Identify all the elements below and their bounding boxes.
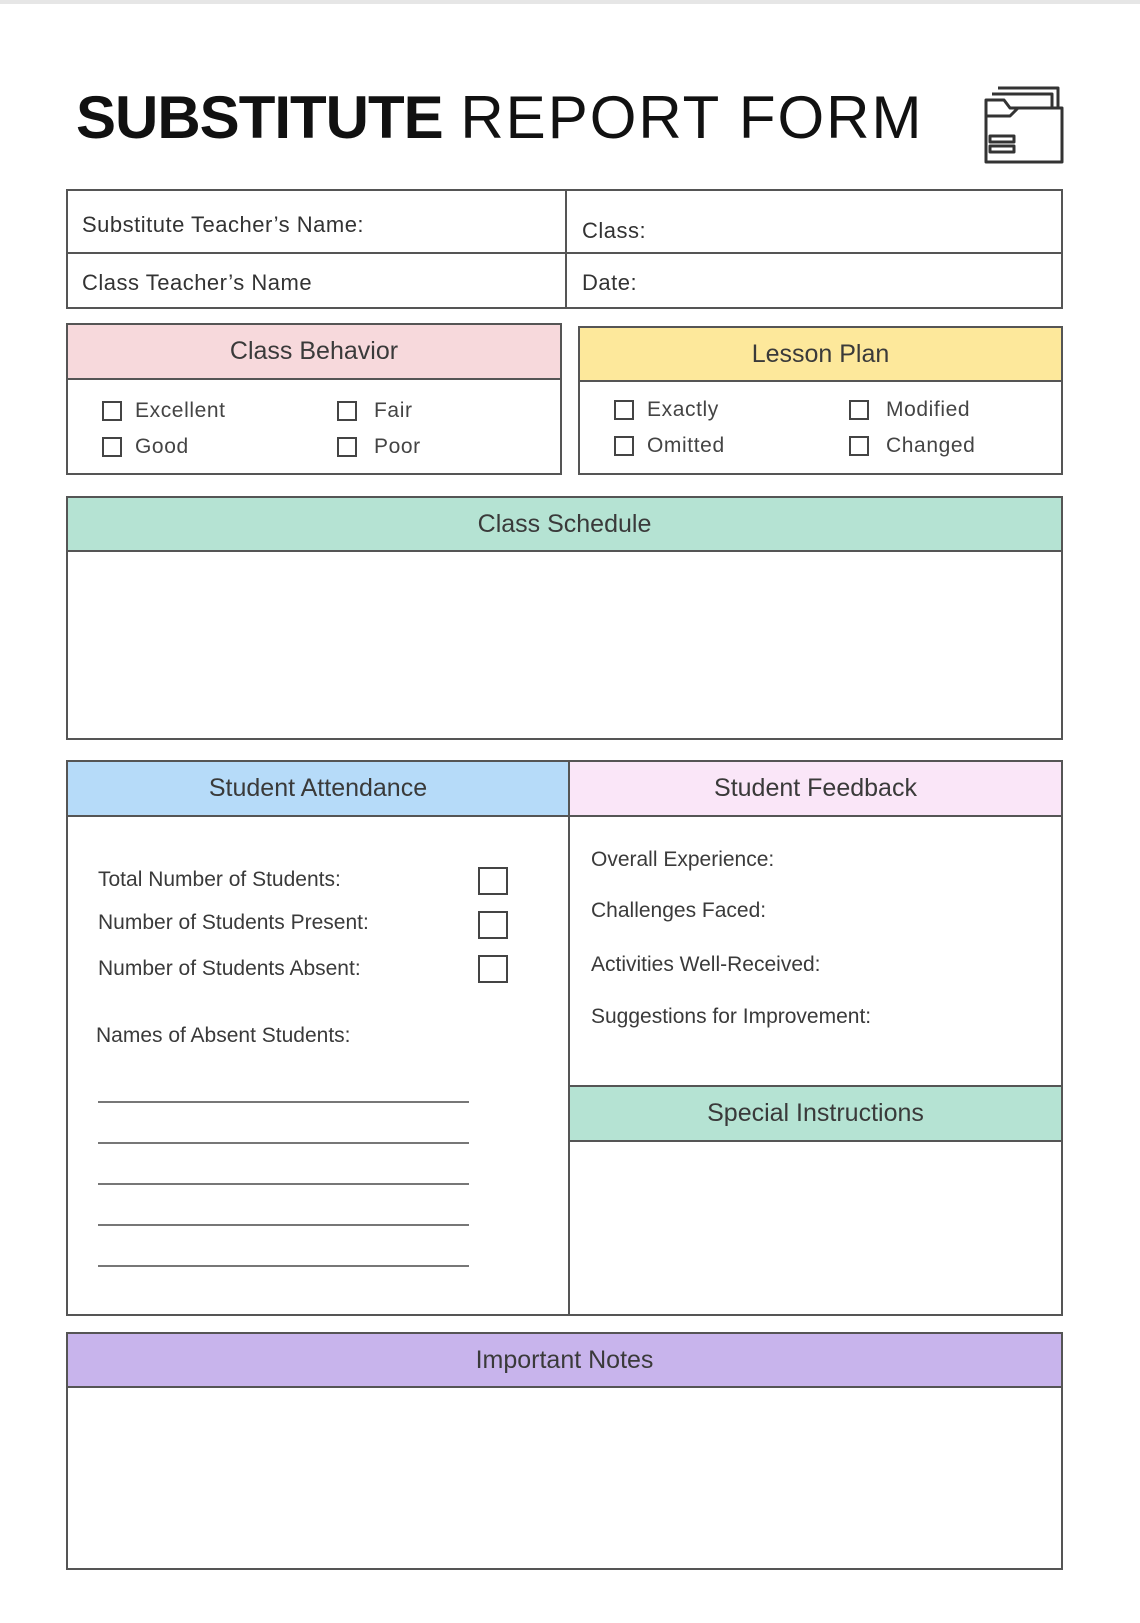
info-row-divider bbox=[66, 252, 1063, 254]
lesson-exactly-checkbox[interactable] bbox=[614, 400, 634, 420]
date-label: Date: bbox=[582, 270, 638, 295]
students-present-label: Number of Students Present: bbox=[98, 911, 369, 934]
students-absent-label: Number of Students Absent: bbox=[98, 957, 361, 980]
info-divider bbox=[565, 189, 567, 309]
student-feedback-header: Student Feedback bbox=[568, 760, 1063, 817]
title-light: REPORT FORM bbox=[460, 84, 924, 151]
important-notes-header: Important Notes bbox=[66, 1332, 1063, 1388]
special-instructions-area[interactable] bbox=[570, 1142, 1061, 1314]
total-students-box[interactable] bbox=[478, 867, 508, 895]
absent-name-line[interactable] bbox=[98, 1183, 469, 1185]
class-schedule-header: Class Schedule bbox=[66, 496, 1063, 552]
absent-name-line[interactable] bbox=[98, 1265, 469, 1267]
lesson-omitted-label: Omitted bbox=[647, 434, 725, 457]
absent-names-label: Names of Absent Students: bbox=[96, 1024, 351, 1047]
feedback-challenges-faced: Challenges Faced: bbox=[591, 899, 767, 922]
special-instructions-header: Special Instructions bbox=[568, 1085, 1063, 1142]
absent-name-line[interactable] bbox=[98, 1224, 469, 1226]
class-label: Class: bbox=[582, 218, 647, 243]
feedback-suggestions: Suggestions for Improvement: bbox=[591, 1005, 872, 1028]
total-students-label: Total Number of Students: bbox=[98, 868, 341, 891]
absent-name-line[interactable] bbox=[98, 1101, 469, 1103]
top-border bbox=[0, 0, 1140, 4]
lesson-changed-checkbox[interactable] bbox=[849, 436, 869, 456]
lesson-modified-label: Modified bbox=[886, 398, 971, 421]
lesson-omitted-checkbox[interactable] bbox=[614, 436, 634, 456]
sub-teacher-name-label: Substitute Teacher’s Name: bbox=[82, 212, 365, 237]
feedback-overall-experience: Overall Experience: bbox=[591, 848, 775, 871]
class-teacher-name-label: Class Teacher’s Name bbox=[82, 270, 313, 295]
absent-name-line[interactable] bbox=[98, 1142, 469, 1144]
behavior-good-checkbox[interactable] bbox=[102, 437, 122, 457]
behavior-fair-checkbox[interactable] bbox=[337, 401, 357, 421]
feedback-activities-well-received: Activities Well-Received: bbox=[591, 953, 821, 976]
page-title bbox=[76, 82, 924, 154]
behavior-fair-label: Fair bbox=[374, 399, 413, 422]
student-attendance-header: Student Attendance bbox=[66, 760, 570, 817]
behavior-poor-checkbox[interactable] bbox=[337, 437, 357, 457]
class-behavior-header: Class Behavior bbox=[66, 323, 562, 380]
folder-icon bbox=[984, 78, 1068, 164]
lesson-plan-header: Lesson Plan bbox=[578, 326, 1063, 382]
title-bold: SUBSTITUTE bbox=[76, 84, 443, 151]
lesson-modified-checkbox[interactable] bbox=[849, 400, 869, 420]
behavior-good-label: Good bbox=[135, 435, 189, 458]
behavior-excellent-label: Excellent bbox=[135, 399, 226, 422]
students-absent-box[interactable] bbox=[478, 955, 508, 983]
lesson-exactly-label: Exactly bbox=[647, 398, 719, 421]
lesson-changed-label: Changed bbox=[886, 434, 976, 457]
behavior-excellent-checkbox[interactable] bbox=[102, 401, 122, 421]
students-present-box[interactable] bbox=[478, 911, 508, 939]
behavior-poor-label: Poor bbox=[374, 435, 421, 458]
